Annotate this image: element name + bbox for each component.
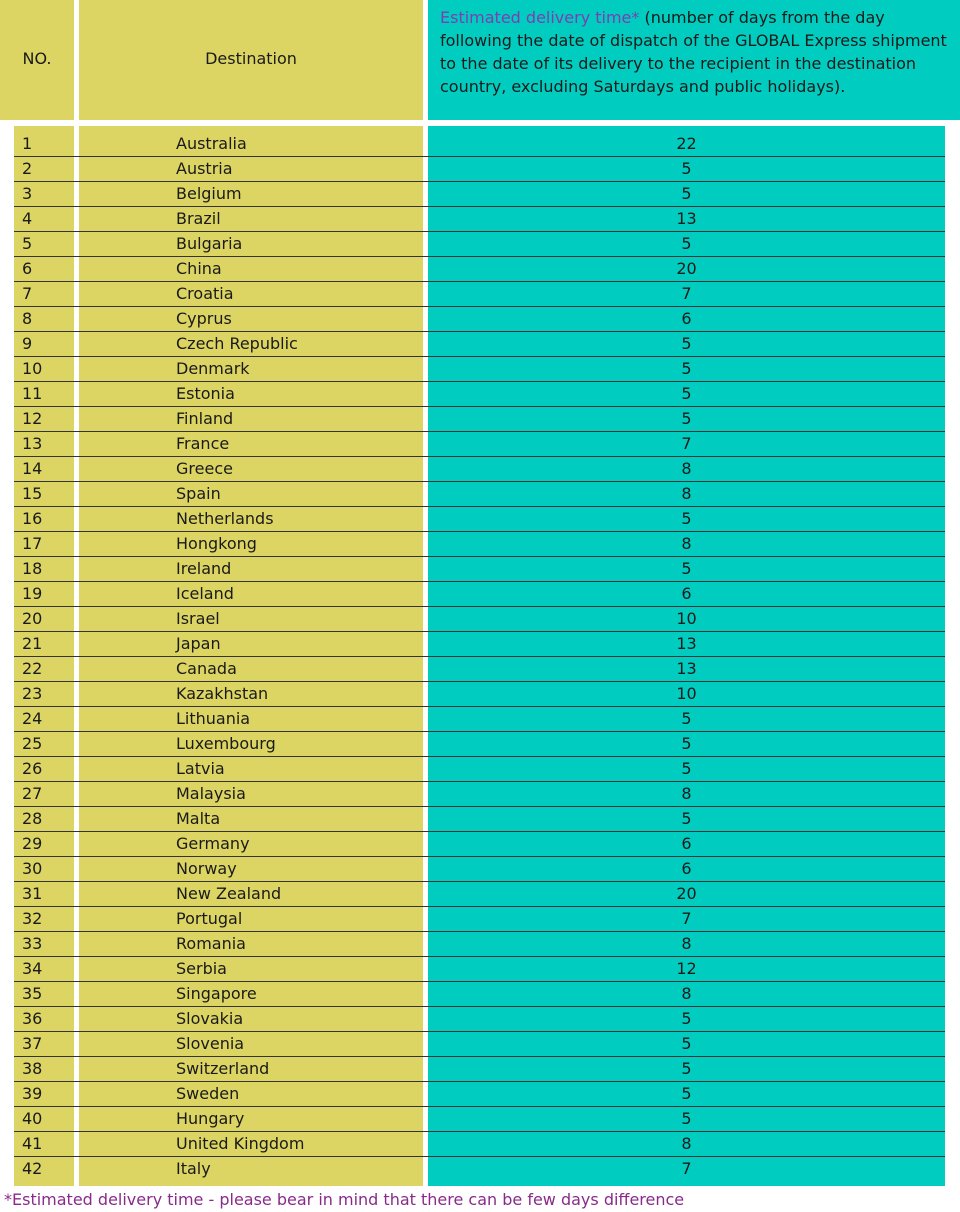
row-number: 41 (22, 1134, 43, 1153)
table-row (14, 307, 945, 332)
table-row (14, 932, 945, 957)
row-delivery-days: 5 (681, 234, 692, 253)
table-row (14, 557, 945, 582)
table-row (14, 157, 945, 182)
table-row (14, 657, 945, 682)
row-delivery-days: 6 (681, 859, 692, 878)
table-row (14, 707, 945, 732)
table-row (14, 1157, 945, 1182)
row-destination: Switzerland (176, 1059, 270, 1078)
row-destination: Luxembourg (176, 734, 276, 753)
row-number: 9 (22, 334, 33, 353)
row-delivery-days: 10 (676, 684, 697, 703)
row-destination: Romania (176, 934, 246, 953)
row-delivery-days: 8 (681, 484, 692, 503)
table-row (14, 1057, 945, 1082)
table-row (14, 532, 945, 557)
row-delivery-days: 5 (681, 409, 692, 428)
row-delivery-days: 6 (681, 584, 692, 603)
row-destination: Hongkong (176, 534, 257, 553)
table-row (14, 632, 945, 657)
row-delivery-days: 8 (681, 1134, 692, 1153)
table-row (14, 182, 945, 207)
row-destination: Malaysia (176, 784, 246, 803)
row-number: 31 (22, 884, 43, 903)
table-row (14, 1082, 945, 1107)
table-row (14, 582, 945, 607)
row-delivery-days: 5 (681, 559, 692, 578)
table-row (14, 257, 945, 282)
row-delivery-days: 6 (681, 834, 692, 853)
row-number: 18 (22, 559, 43, 578)
row-delivery-days: 8 (681, 534, 692, 553)
row-number: 6 (22, 259, 33, 278)
row-number: 38 (22, 1059, 43, 1078)
row-number: 4 (22, 209, 33, 228)
table-row (14, 432, 945, 457)
row-number: 19 (22, 584, 43, 603)
row-delivery-days: 5 (681, 1009, 692, 1028)
row-destination: Greece (176, 459, 233, 478)
table-row (14, 507, 945, 532)
row-destination: Israel (176, 609, 220, 628)
delivery-table (14, 132, 945, 1182)
row-destination: Iceland (176, 584, 234, 603)
row-number: 5 (22, 234, 33, 253)
row-destination: Croatia (176, 284, 234, 303)
row-delivery-days: 6 (681, 309, 692, 328)
row-number: 34 (22, 959, 43, 978)
row-destination: Japan (176, 634, 221, 653)
row-number: 30 (22, 859, 43, 878)
row-number: 15 (22, 484, 43, 503)
row-delivery-days: 8 (681, 459, 692, 478)
table-row (14, 332, 945, 357)
row-destination: Canada (176, 659, 237, 678)
row-number: 2 (22, 159, 33, 178)
table-row (14, 282, 945, 307)
row-delivery-days: 5 (681, 509, 692, 528)
row-number: 16 (22, 509, 43, 528)
row-delivery-days: 8 (681, 984, 692, 1003)
row-destination: France (176, 434, 230, 453)
table-row (14, 457, 945, 482)
row-delivery-days: 7 (681, 284, 692, 303)
row-delivery-days: 12 (676, 959, 697, 978)
row-destination: Bulgaria (176, 234, 243, 253)
row-destination: Estonia (176, 384, 235, 403)
table-row (14, 1132, 945, 1157)
row-number: 24 (22, 709, 43, 728)
row-number: 28 (22, 809, 43, 828)
table-row (14, 232, 945, 257)
row-delivery-days: 7 (681, 909, 692, 928)
row-destination: Serbia (176, 959, 227, 978)
row-delivery-days: 5 (681, 709, 692, 728)
row-number: 21 (22, 634, 43, 653)
row-number: 10 (22, 359, 43, 378)
row-delivery-days: 5 (681, 1084, 692, 1103)
row-number: 26 (22, 759, 43, 778)
table-row (14, 757, 945, 782)
table-row (14, 982, 945, 1007)
table-row (14, 1007, 945, 1032)
table-row (14, 1107, 945, 1132)
table-row (14, 957, 945, 982)
row-number: 8 (22, 309, 33, 328)
footnote: *Estimated delivery time - please bear in mind that there can be few days difference (4, 1190, 685, 1209)
row-delivery-days: 13 (676, 634, 697, 653)
estimate-accent: Estimated delivery time* (440, 8, 640, 27)
row-destination: Singapore (176, 984, 257, 1003)
row-destination: Latvia (176, 759, 225, 778)
table-row (14, 407, 945, 432)
row-number: 25 (22, 734, 43, 753)
table-row (14, 607, 945, 632)
row-destination: Norway (176, 859, 237, 878)
table-row (14, 482, 945, 507)
row-delivery-days: 5 (681, 809, 692, 828)
row-delivery-days: 13 (676, 659, 697, 678)
row-number: 37 (22, 1034, 43, 1053)
row-number: 1 (22, 134, 33, 153)
row-destination: Finland (176, 409, 234, 428)
row-destination: Lithuania (176, 709, 251, 728)
row-delivery-days: 8 (681, 784, 692, 803)
table-row (14, 857, 945, 882)
table-row (14, 682, 945, 707)
row-delivery-days: 5 (681, 734, 692, 753)
row-number: 7 (22, 284, 33, 303)
row-delivery-days: 5 (681, 184, 692, 203)
table-row (14, 832, 945, 857)
row-number: 23 (22, 684, 43, 703)
row-number: 32 (22, 909, 43, 928)
row-destination: Austria (176, 159, 233, 178)
row-destination: Kazakhstan (176, 684, 269, 703)
estimate-description: (number of days from the day following the date of dispatch of the GLOBAL Express shipment to the date of its delivery to the recipient in the destination country, excluding Saturdays and public holidays). (440, 8, 947, 96)
row-delivery-days: 5 (681, 759, 692, 778)
row-number: 33 (22, 934, 43, 953)
row-number: 22 (22, 659, 43, 678)
row-number: 14 (22, 459, 43, 478)
row-number: 27 (22, 784, 43, 803)
row-destination: Denmark (176, 359, 250, 378)
row-destination: Brazil (176, 209, 221, 228)
row-destination: China (176, 259, 222, 278)
table-row (14, 782, 945, 807)
row-destination: Hungary (176, 1109, 245, 1128)
row-delivery-days: 5 (681, 334, 692, 353)
row-number: 29 (22, 834, 43, 853)
row-destination: United Kingdom (176, 1134, 305, 1153)
row-delivery-days: 7 (681, 1159, 692, 1178)
table-row (14, 132, 945, 157)
row-number: 13 (22, 434, 43, 453)
row-delivery-days: 7 (681, 434, 692, 453)
table-row (14, 907, 945, 932)
row-delivery-days: 8 (681, 934, 692, 953)
row-destination: Portugal (176, 909, 243, 928)
row-delivery-days: 10 (676, 609, 697, 628)
row-destination: Cyprus (176, 309, 232, 328)
row-destination: Slovenia (176, 1034, 245, 1053)
row-destination: Spain (176, 484, 221, 503)
row-destination: Germany (176, 834, 250, 853)
row-delivery-days: 13 (676, 209, 697, 228)
row-number: 42 (22, 1159, 43, 1178)
row-destination: Belgium (176, 184, 242, 203)
table-row (14, 207, 945, 232)
header-estimate-text (440, 6, 952, 98)
row-delivery-days: 5 (681, 1109, 692, 1128)
row-number: 35 (22, 984, 43, 1003)
table-row (14, 732, 945, 757)
row-delivery-days: 5 (681, 1034, 692, 1053)
row-delivery-days: 5 (681, 359, 692, 378)
row-number: 17 (22, 534, 43, 553)
row-number: 3 (22, 184, 33, 203)
table-row (14, 807, 945, 832)
row-destination: Netherlands (176, 509, 274, 528)
row-number: 11 (22, 384, 43, 403)
row-delivery-days: 5 (681, 1059, 692, 1078)
row-destination: Italy (176, 1159, 211, 1178)
header-no-label: NO. (22, 49, 52, 68)
table-row (14, 357, 945, 382)
table-row (14, 1032, 945, 1057)
row-delivery-days: 20 (676, 884, 697, 903)
table-row (14, 382, 945, 407)
row-destination: Australia (176, 134, 247, 153)
row-number: 20 (22, 609, 43, 628)
row-destination: Malta (176, 809, 221, 828)
row-destination: Ireland (176, 559, 232, 578)
row-number: 36 (22, 1009, 43, 1028)
row-destination: Czech Republic (176, 334, 298, 353)
row-number: 39 (22, 1084, 43, 1103)
header-destination-label: Destination (205, 49, 297, 68)
row-destination: Sweden (176, 1084, 240, 1103)
row-number: 40 (22, 1109, 43, 1128)
row-delivery-days: 20 (676, 259, 697, 278)
table-row (14, 882, 945, 907)
row-destination: Slovakia (176, 1009, 244, 1028)
row-delivery-days: 5 (681, 384, 692, 403)
row-delivery-days: 22 (676, 134, 697, 153)
row-delivery-days: 5 (681, 159, 692, 178)
row-destination: New Zealand (176, 884, 282, 903)
row-number: 12 (22, 409, 43, 428)
